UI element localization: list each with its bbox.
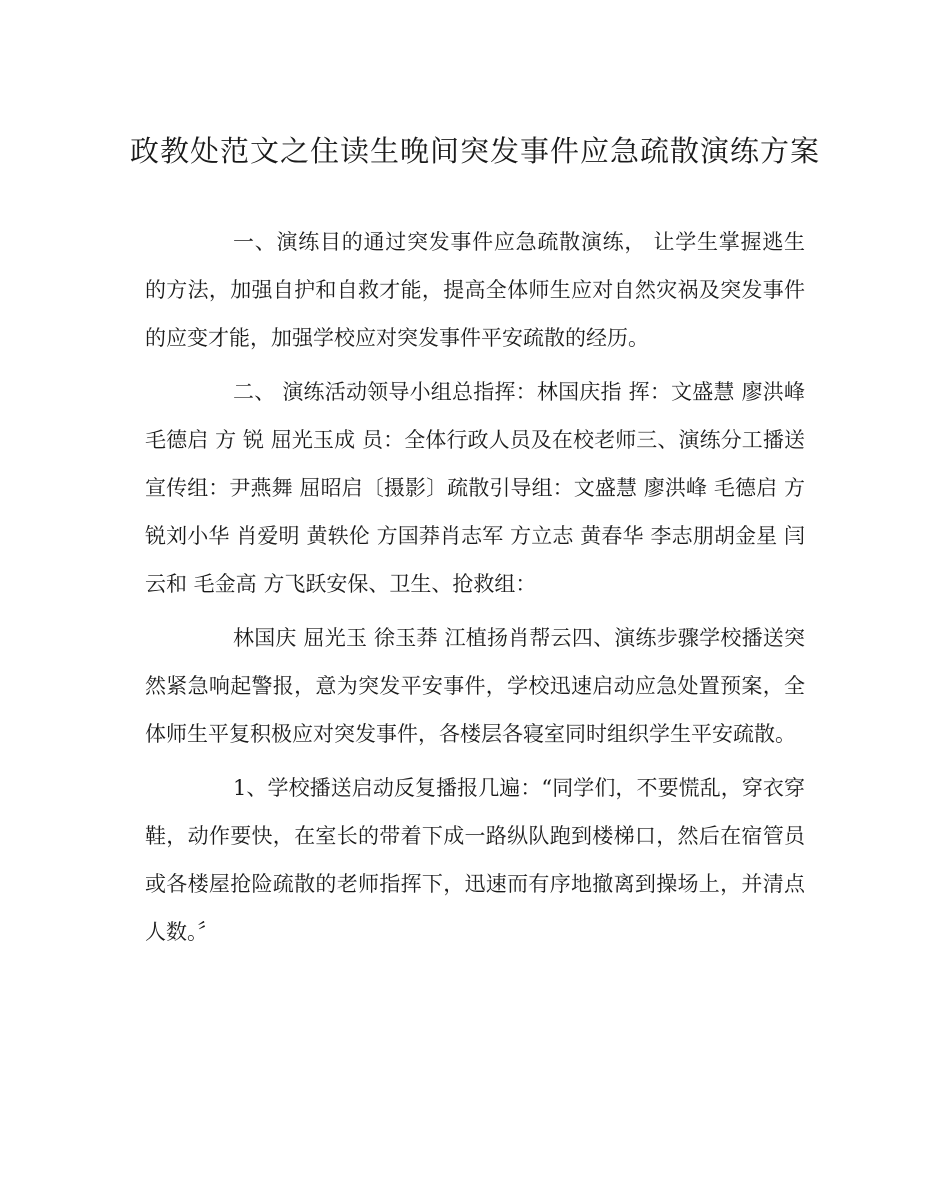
paragraph-step-one-broadcast: 1、学校播送启动反复播报几遍：“同学们，不要慌乱，穿衣穿鞋，动作要快，在室长的带着下成一路纵队跑到楼梯口，然后在宿管员或各楼屋抢险疏散的老师指挥下，迅速而有序地撤离到操场上，并清点人数。〞 (145, 776, 805, 944)
paragraph-leadership-and-roles: 二、 演练活动领导小组总指挥：林国庆指 挥：文盛慧 廖洪峰 毛德启 方 锐 屈光玉成 员：全体行政人员及在校老师三、演练分工播送宣传组：尹燕舞 屈昭启〔摄影〕疏散引导组：文盛慧 廖洪峰 毛德启 方 锐刘小华 肖爱明 黄轶伦 方国莽肖志军 方立志 黄春华 李志朋胡金星 闫云和 毛金高 方飞跃安保、卫生、抢救组： (145, 380, 805, 596)
paragraph-rescue-and-steps: 林国庆 屈光玉 徐玉莽 江植扬肖帮云四、演练步骤学校播送突然紧急响起警报，意为突发平安事件，学校迅速启动应急处置预案，全体师生平复积极应对突发事件，各楼层各寝室同时组织学生平安疏散。 (145, 626, 805, 746)
document-title: 政教处范文之住读生晚间突发事件应急疏散演练方案 (129, 134, 820, 168)
paragraph-purpose: 一、演练目的通过突发事件应急疏散演练， 让学生掌握逃生的方法，加强自护和自救才能，提高全体师生应对自然灾祸及突发事件的应变才能，加强学校应对突发事件平安疏散的经历。 (145, 230, 805, 350)
document-body (145, 218, 805, 962)
